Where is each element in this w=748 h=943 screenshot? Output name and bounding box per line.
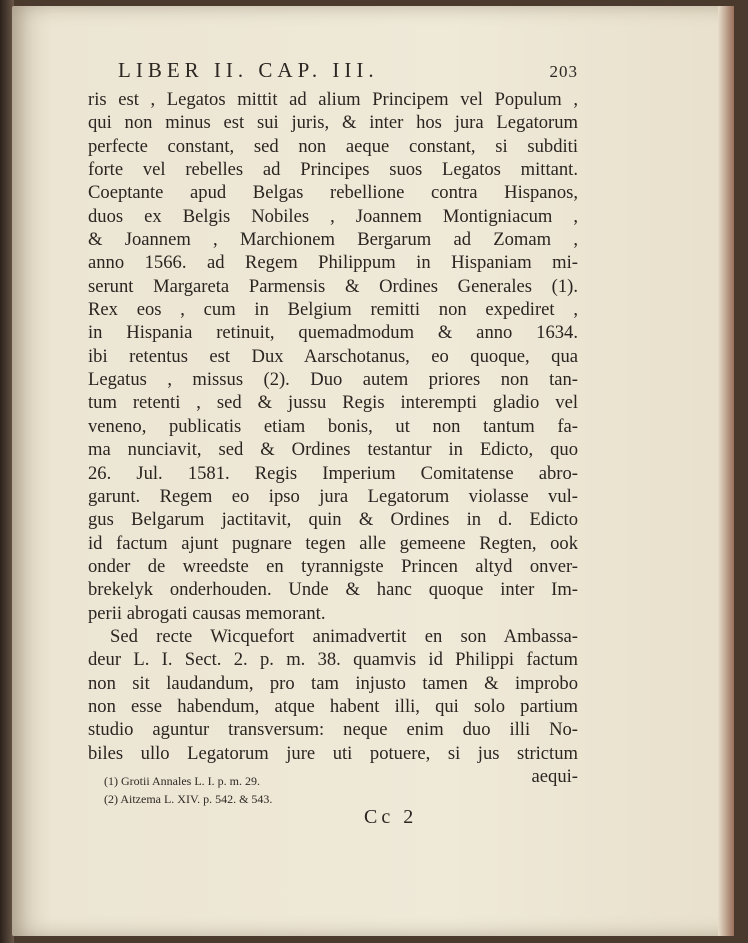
- text-line: onder de wreedste en tyrannigste Princen altyd onver-: [88, 555, 578, 577]
- text-line: 26. Jul. 1581. Regis Imperium Comitatense abro-: [88, 462, 578, 484]
- text-line: serunt Margareta Parmensis & Ordines Generales (1).: [88, 275, 578, 297]
- text-line: ibi retentus est Dux Aarschotanus, eo quoque, qua: [88, 345, 578, 367]
- text-line: Legatus , missus (2). Duo autem priores non tan-: [88, 369, 578, 391]
- text-line: Coeptante apud Belgas rebellione contra Hispanos,: [88, 182, 578, 204]
- text-line: ris est , Legatos mittit ad alium Principem vel Populum ,: [88, 89, 578, 110]
- signature-mark: Cc 2: [364, 806, 418, 828]
- body-text: [88, 88, 578, 788]
- text-line: deur L. I. Sect. 2. p. m. 38. quamvis id Philippi factum: [88, 649, 578, 671]
- footnote: (2) Aitzema L. XIV. p. 542. & 543.: [104, 792, 273, 806]
- text-line: biles ullo Legatorum jure uti potuere, si jus strictum: [88, 742, 578, 764]
- text-line: forte vel rebelles ad Principes suos Legatos mittant.: [88, 159, 578, 181]
- text-line: non sit laudandum, pro tam injusto tamen & improbo: [88, 672, 578, 694]
- text-line: duos ex Belgis Nobiles , Joannem Montigniacum ,: [88, 205, 578, 227]
- text-line: perfecte constant, sed non aeque constant, si subditi: [88, 135, 578, 157]
- text-line: studio aguntur transversum: neque enim duo illi No-: [88, 719, 578, 741]
- text-line: veneno, publicatis etiam bonis, ut non tantum fa-: [88, 415, 578, 437]
- text-line: qui non minus est sui juris, & inter hos jura Legatorum: [88, 112, 578, 134]
- text-line: id factum ajunt pugnare tegen alle gemeene Regten, ook: [88, 532, 578, 554]
- text-line: in Hispania retinuit, quemadmodum & anno 1634.: [88, 322, 578, 344]
- text-line: anno 1566. ad Regem Philippum in Hispaniam mi-: [88, 252, 578, 274]
- catchword: aequi-: [531, 765, 578, 787]
- text-line: ma nunciavit, sed & Ordines testantur in Edicto, quo: [88, 439, 578, 461]
- text-line-paragraph-start: Sed recte Wicquefort animadvertit en son Ambassa-: [110, 625, 578, 647]
- text-line: garunt. Regem eo ipso jura Legatorum violasse vul-: [88, 485, 578, 507]
- footnote: (1) Grotii Annales L. I. p. m. 29.: [104, 774, 260, 788]
- text-line: non esse habendum, atque habent illi, qui solo partium: [88, 695, 578, 717]
- text-line: gus Belgarum jactitavit, quin & Ordines in d. Edicto: [88, 509, 578, 531]
- footnotes: [104, 772, 404, 808]
- text-line-last: perii abrogati causas memorant.: [88, 602, 326, 624]
- text-line: Rex eos , cum in Belgium remitti non expediret ,: [88, 299, 578, 321]
- text-line: brekelyk onderhouden. Unde & hanc quoque inter Im-: [88, 579, 578, 601]
- text-line: tum retenti , sed & jussu Regis interempti gladio vel: [88, 392, 578, 414]
- running-head: [118, 58, 578, 83]
- text-line: & Joannem , Marchionem Bergarum ad Zomam ,: [88, 229, 578, 251]
- page-number: 203: [549, 62, 578, 81]
- page-edge: [718, 6, 734, 936]
- running-title: LIBER II. CAP. III.: [118, 58, 379, 82]
